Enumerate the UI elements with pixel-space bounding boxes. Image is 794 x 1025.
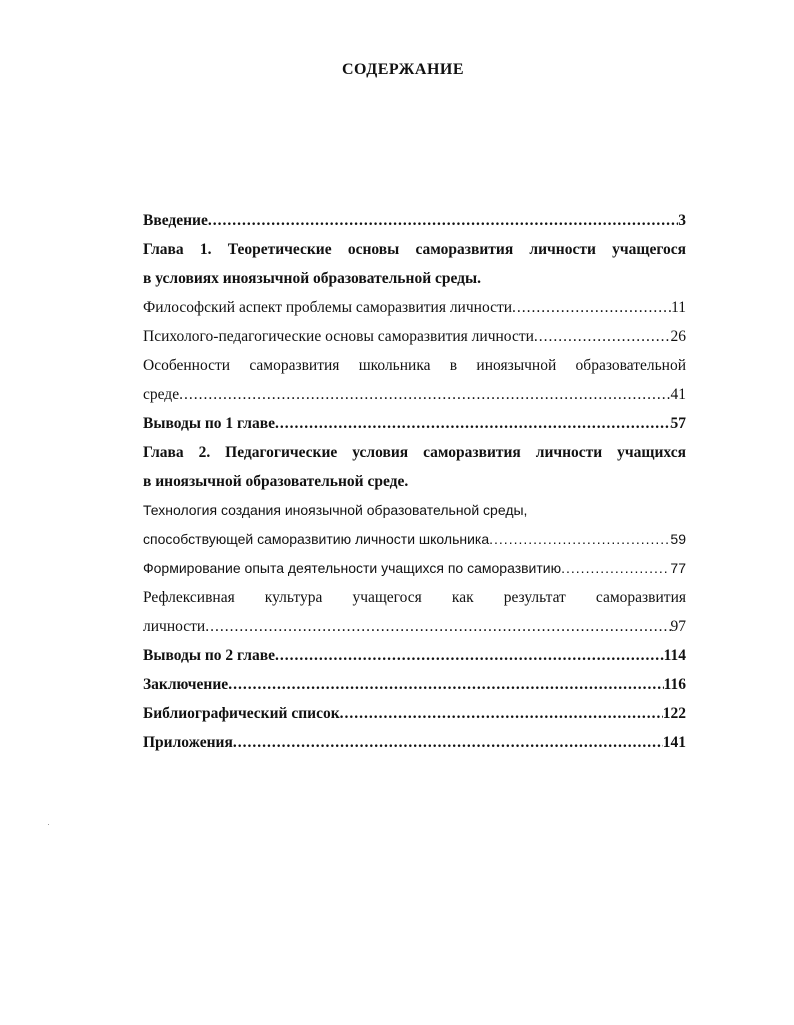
page-title: СОДЕРЖАНИЕ [341, 61, 465, 78]
toc-entry-label: личности [143, 618, 206, 635]
toc-entry [143, 206, 686, 235]
toc-entry-leader-dots [208, 206, 678, 235]
toc-entry-label: Выводы по 2 главе [143, 647, 275, 664]
toc-entry-page-number: 11 [671, 299, 686, 316]
toc-entry [143, 409, 686, 438]
toc-entry-leader-dots [233, 728, 663, 757]
toc-entry-label: Технология создания иноязычной образовательной среды, [143, 502, 528, 518]
toc-entry-leader-dots [275, 409, 671, 438]
toc-entry-label: Выводы по 1 главе [143, 415, 275, 432]
toc-entry [143, 583, 686, 612]
toc-entry [143, 293, 686, 322]
toc-entry [143, 264, 686, 293]
toc-entry-page-number: 116 [663, 676, 686, 693]
toc-entry-page-number: 41 [670, 386, 686, 403]
toc-entry [143, 496, 686, 525]
toc-entry-page-number: 26 [670, 328, 686, 345]
toc-entry-label: среде [143, 386, 180, 403]
toc-entry-label: в условиях иноязычной образовательной среды. [143, 270, 481, 287]
toc-entry-page-number: 77 [670, 560, 686, 576]
toc-entry-leader-dots [512, 293, 671, 322]
toc-entry-leader-dots [205, 612, 670, 641]
toc-entry-label: способствующей саморазвитию личности школьника [143, 531, 490, 547]
toc-entry-leader-dots [340, 699, 663, 728]
toc-entry-label: Формирование опыта деятельности учащихся по саморазвитию [143, 560, 562, 576]
toc-entry-page-number: 3 [678, 212, 686, 229]
toc-entry-label: Особенности саморазвития школьника в иноязычной образовательной [143, 357, 686, 374]
toc-entry-page-number: 114 [663, 647, 686, 664]
toc-entry-leader-dots [228, 670, 663, 699]
toc-entry [143, 438, 686, 467]
toc-entry-leader-dots [179, 380, 670, 409]
toc-entry [143, 670, 686, 699]
toc-entry [143, 554, 686, 583]
toc-entry-page-number: 59 [670, 531, 686, 547]
table-of-contents [143, 206, 686, 757]
toc-entry-label: Заключение [143, 676, 229, 693]
toc-entry-leader-dots [275, 641, 664, 670]
scan-speck [48, 824, 49, 825]
toc-entry [143, 322, 686, 351]
toc-entry [143, 235, 686, 264]
toc-entry-label: в иноязычной образовательной среде. [143, 473, 409, 490]
toc-entry [143, 728, 686, 757]
toc-entry-label: Философский аспект проблемы саморазвития личности [143, 299, 513, 316]
toc-entry-label: Библиографический список [143, 705, 340, 722]
toc-entry [143, 525, 686, 554]
toc-entry-page-number: 122 [662, 705, 686, 722]
toc-entry-label: Введение [143, 212, 208, 229]
toc-entry-label: Психолого-педагогические основы саморазвития личности [143, 328, 534, 345]
toc-entry [143, 467, 686, 496]
toc-entry [143, 641, 686, 670]
toc-entry-leader-dots [489, 525, 670, 554]
toc-entry-label: Глава 1. Теоретические основы саморазвития личности учащегося [143, 241, 686, 258]
toc-entry-leader-dots [534, 322, 671, 351]
toc-entry [143, 351, 686, 380]
toc-entry [143, 699, 686, 728]
toc-entry-page-number: 57 [670, 415, 686, 432]
toc-entry-leader-dots [561, 554, 670, 583]
toc-entry-page-number: 141 [662, 734, 686, 751]
toc-entry [143, 380, 686, 409]
toc-entry-page-number: 97 [670, 618, 686, 635]
toc-entry [143, 612, 686, 641]
toc-entry-label: Приложения [143, 734, 233, 751]
toc-entry-label: Глава 2. Педагогические условия саморазвития личности учащихся [143, 444, 686, 461]
toc-entry-label: Рефлексивная культура учащегося как результат саморазвития [143, 589, 686, 606]
